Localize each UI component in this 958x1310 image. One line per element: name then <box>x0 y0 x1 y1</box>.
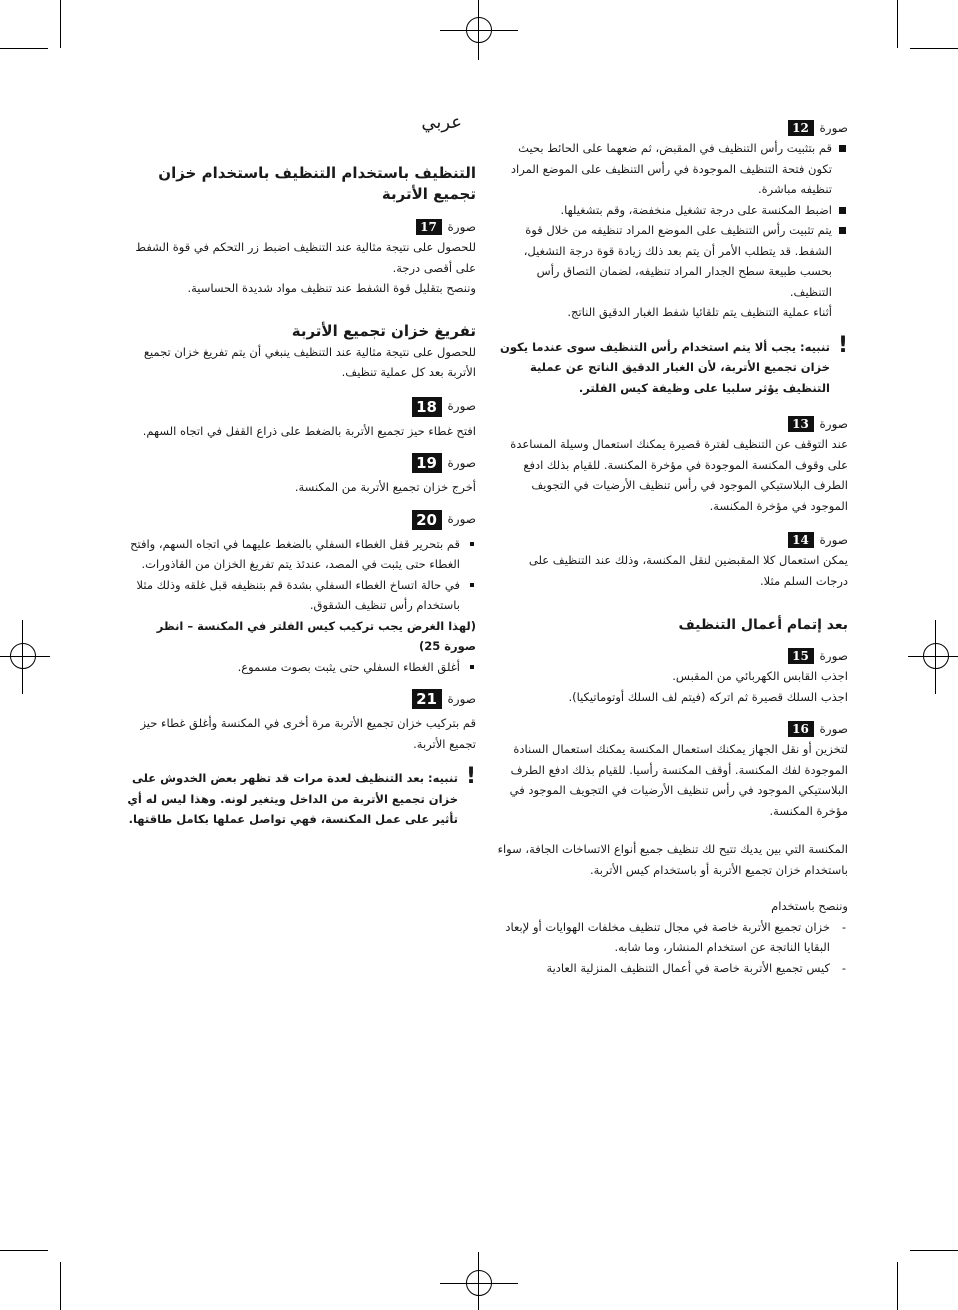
paragraph: للحصول على نتيجة مثالية عند التنظيف اضبط زر التحكم في قوة الشفط على أقصى درجة. <box>135 240 476 275</box>
crop-mark <box>0 48 48 49</box>
paragraph: وننصح باستخدام <box>771 899 848 913</box>
figure-label: صورة 20 <box>122 510 476 530</box>
paragraph: اجذب القابس الكهربائي من المقبس. <box>672 669 848 683</box>
registration-mark-circle <box>466 17 492 43</box>
figure-label: صورة 14 <box>496 530 848 550</box>
figure-label: صورة 16 <box>496 719 848 739</box>
figure-label: صورة 19 <box>122 453 476 473</box>
warning-note: ! تنبيه: بعد التنظيف لعدة مرات قد تظهر بعض الخدوش على خزان تجميع الأتربة من الداخل ويتغير لونه. وهذا ليس له أي تأثير على عمل المكنسة، فهي تواصل عملها بكامل طاقتها. <box>127 764 476 826</box>
paragraph: لتخزين أو نقل الجهاز يمكنك استعمال المكنسة يمكنك استعمال السنادة الموجودة لفك المكنسة. أوقف المكنسة رأسيا. للقيام بذلك ادفع الطرف البلاستيكي الموجود في رأس تنظيف الأرضيات في التجويف الموجود في مؤخرة المكنسة. <box>509 742 848 818</box>
registration-mark-circle <box>466 1270 492 1296</box>
crop-mark <box>910 1250 958 1251</box>
figure-label: صورة 15 <box>496 646 848 666</box>
crop-mark <box>0 1250 48 1251</box>
language-header: عربي <box>421 112 462 133</box>
instructions-column-right <box>496 118 848 978</box>
crop-mark <box>910 48 958 49</box>
figure-label: صورة 12 <box>496 118 848 138</box>
paragraph: يمكن استعمال كلا المقبضين لنقل المكنسة، وذلك عند التنظيف على درجات السلم مثلا. <box>528 553 848 588</box>
paragraph: وننصح بتقليل قوة الشفط عند تنظيف مواد شديدة الحساسية. <box>187 281 476 295</box>
crop-mark <box>60 1262 61 1310</box>
list-item: قم بتثبيت رأس التنظيف في المقبض، ثم ضعهما على الحائط بحيث تكون فتحة التنظيف الموجودة في رأس التنظيف على الموضع المراد تنظيفه مباشرة. <box>496 138 848 200</box>
list-item: في حالة اتساخ الغطاء السفلي بشدة قم بتنظيفه قبل غلقه وذلك مثلا باستخدام رأس تنظيف الشقوق. <box>122 575 476 616</box>
paragraph: اجذب السلك قصيرة ثم اتركه (فيتم لف السلك أوتوماتيكيا). <box>568 689 848 704</box>
figure-label: صورة 21 <box>122 689 476 709</box>
crop-mark <box>897 1262 898 1310</box>
bold-note: (لهذا الغرض يجب تركيب كيس الفلتر في المكنسة – انظر صورة 25) <box>156 618 476 653</box>
list-item: أثناء عملية التنظيف يتم تلقائيا شفط الغبار الدقيق الناتج. <box>567 305 832 319</box>
section-heading: بعد إتمام أعمال التنظيف <box>678 617 848 633</box>
paragraph: قم بتركيب خزان تجميع الأتربة مرة أخرى في المكنسة وأغلق غطاء حيز تجميع الأتربة. <box>140 716 476 751</box>
registration-mark-circle <box>923 643 949 669</box>
section-heading: التنظيف باستخدام التنظيف باستخدام خزان تجميع الأتربة <box>158 164 476 203</box>
paragraph: افتح غطاء حيز تجميع الأتربة بالضغط على ذراع القفل في اتجاه السهم. <box>142 423 476 438</box>
list-item: أغلق الغطاء السفلي حتى يثبت بصوت مسموع. <box>122 657 476 678</box>
figure-label: صورة 13 <box>496 414 848 434</box>
warning-icon: ! <box>465 764 476 789</box>
figure-label: صورة 17 <box>122 217 476 237</box>
figure-label: صورة 18 <box>122 397 476 417</box>
list-item: - خزان تجميع الأتربة خاصة في مجال تنظيف مخلفات الهوايات أو لإبعاد البقايا الناتجة عن استخدام المنشار، وما شابه. <box>496 917 848 958</box>
crop-mark <box>60 0 61 48</box>
list-item: يتم تثبيت رأس التنظيف على الموضع المراد تنظيفه من خلال قوة الشفط. قد يتطلب الأمر أن يتم بعد ذلك زيادة قوة درجة التشغيل، بحسب طبيعة سطح الجدار المراد تنظيفه، لضمان التصاق رأس التنظيف. <box>496 220 848 302</box>
crop-mark <box>897 0 898 48</box>
registration-mark-circle <box>10 643 36 669</box>
warning-icon: ! <box>837 332 848 358</box>
list-item: - كيس تجميع الأتربة خاصة في أعمال التنظيف المنزلية العادية <box>496 958 848 979</box>
list-item: اضبط المكنسة على درجة تشغيل منخفضة، وقم بتشغيلها. <box>496 200 848 221</box>
paragraph: أخرج خزان تجميع الأتربة من المكنسة. <box>294 480 476 494</box>
section-heading: تفريغ خزان تجميع الأتربة <box>291 321 476 340</box>
paragraph: المكنسة التي بين يديك تتيح لك تنظيف جميع أنواع الاتساخات الجافة، سواء باستخدام خزان تجميع الأتربة أو باستخدام كيس الأتربة. <box>497 842 848 877</box>
instructions-column-left <box>122 163 476 830</box>
list-item: قم بتحرير قفل الغطاء السفلي بالضغط عليهما في اتجاه السهم، وافتح الغطاء حتى يثبت في المصد، عندئذ يتم تفريغ الخزان من القاذورات. <box>122 534 476 575</box>
paragraph: للحصول على نتيجة مثالية عند التنظيف ينبغي أن يتم تفريغ خزان تجميع الأتربة بعد كل عملية تنظيف. <box>143 344 476 379</box>
paragraph: عند التوقف عن التنظيف لفترة قصيرة يمكنك استعمال وسيلة المساعدة على وقوف المكنسة الموجودة في مؤخرة المكنسة. للقيام بذلك ادفع الطرف البلاستيكي الموجود في رأس تنظيف الأرضيات في التجويف الموجود في مؤخرة المكنسة. <box>510 437 848 513</box>
warning-note: ! تنبيه: يجب ألا يتم استخدام رأس التنظيف سوى عندما يكون خزان تجميع الأتربة، لأن الغبار الدقيق الناتج عن عملية التنظيف يؤثر سلبيا على وظيفة كيس الفلتر. <box>500 332 848 395</box>
